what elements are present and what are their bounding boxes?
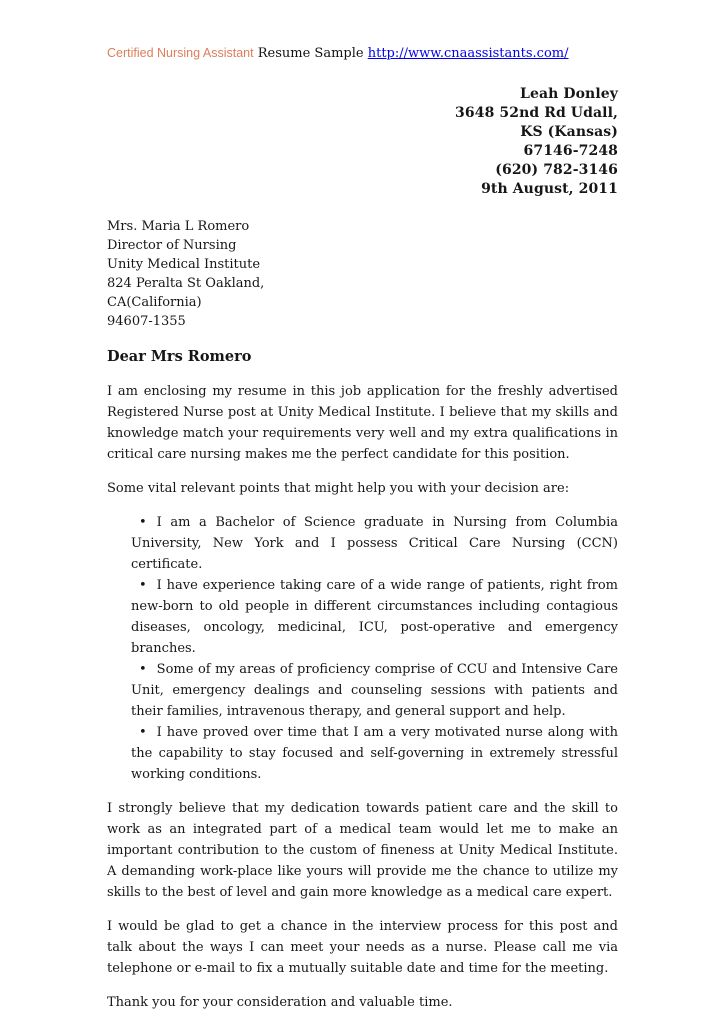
bullet-item-proficiency — [131, 659, 618, 722]
paragraph-introduction: I am enclosing my resume in this job application for the freshly advertised Registered Nurse post at Unity Medical Institute. I believe that my skills and knowledge match your requirements very well and my extra qualifications in critical care nursing makes me the perfect candidate for this position. — [107, 384, 618, 462]
paragraph-contribution: I strongly believe that my dedication towards patient care and the skill to work as an integrated part of a medical team would let me to make an important contribution to the custom of fineness at Unity Medical Institute. A demanding work-place like yours will provide me the chance to utilize my skills to the best of level and gain more knowledge as a medical care expert. — [107, 801, 618, 900]
bullet-marker: • — [139, 578, 147, 593]
recipient-title: Director of Nursing — [107, 238, 237, 253]
recipient-zip: 94607-1355 — [107, 314, 186, 329]
bullet-marker: • — [139, 515, 147, 530]
bullet-item-motivation — [131, 722, 618, 785]
recipient-address-block — [107, 217, 618, 331]
bullet-text: I am a Bachelor of Science graduate in Nursing from Columbia University, New York and I possess Critical Care Nursing (CCN) certificate. — [131, 515, 618, 572]
bullet-item-education — [131, 512, 618, 575]
sender-street: 3648 52nd Rd Udall, — [455, 105, 618, 121]
sender-name: Leah Donley — [520, 86, 618, 102]
source-url-link[interactable]: http://www.cnaassistants.com/ — [367, 46, 569, 61]
brand-text: Certified Nursing Assistant — [107, 46, 254, 60]
bullet-item-experience — [131, 575, 618, 659]
header-title: Resume Sample — [257, 46, 364, 61]
letter-date: 9th August, 2011 — [481, 181, 618, 197]
header-credit-line — [107, 45, 618, 62]
recipient-name: Mrs. Maria L Romero — [107, 219, 250, 234]
sender-phone: (620) 782-3146 — [495, 162, 618, 178]
bullet-marker: • — [139, 662, 147, 677]
paragraph-lead-in: Some vital relevant points that might help you with your decision are: — [107, 481, 570, 496]
recipient-organization: Unity Medical Institute — [107, 257, 261, 272]
recipient-street: 824 Peralta St Oakland, — [107, 276, 265, 291]
salutation: Dear Mrs Romero — [107, 348, 252, 365]
sender-zip: 67146-7248 — [523, 143, 618, 159]
bullet-text: I have proved over time that I am a very motivated nurse along with the capability to stay focused and self-governing in extremely stressful working conditions. — [131, 725, 618, 782]
sender-address-block — [107, 85, 618, 199]
recipient-state: CA(California) — [107, 295, 202, 310]
bullet-text: Some of my areas of proficiency comprise of CCU and Intensive Care Unit, emergency dealings and counseling sessions with patients and their families, intravenous therapy, and general support and help. — [131, 662, 618, 719]
bullet-marker: • — [139, 725, 147, 740]
sender-state: KS (Kansas) — [520, 124, 618, 140]
bullet-text: I have experience taking care of a wide range of patients, right from new-born to old people in different circumstances including contagious diseases, oncology, medicinal, ICU, post-operative and emergency branches. — [131, 578, 618, 656]
paragraph-thank-you: Thank you for your consideration and valuable time. — [107, 995, 453, 1010]
qualification-bullet-list — [107, 512, 618, 785]
paragraph-interview-request: I would be glad to get a chance in the interview process for this post and talk about the ways I can meet your needs as a nurse. Please call me via telephone or e-mail to fix a mutually suitable date and time for the meeting. — [107, 919, 618, 976]
